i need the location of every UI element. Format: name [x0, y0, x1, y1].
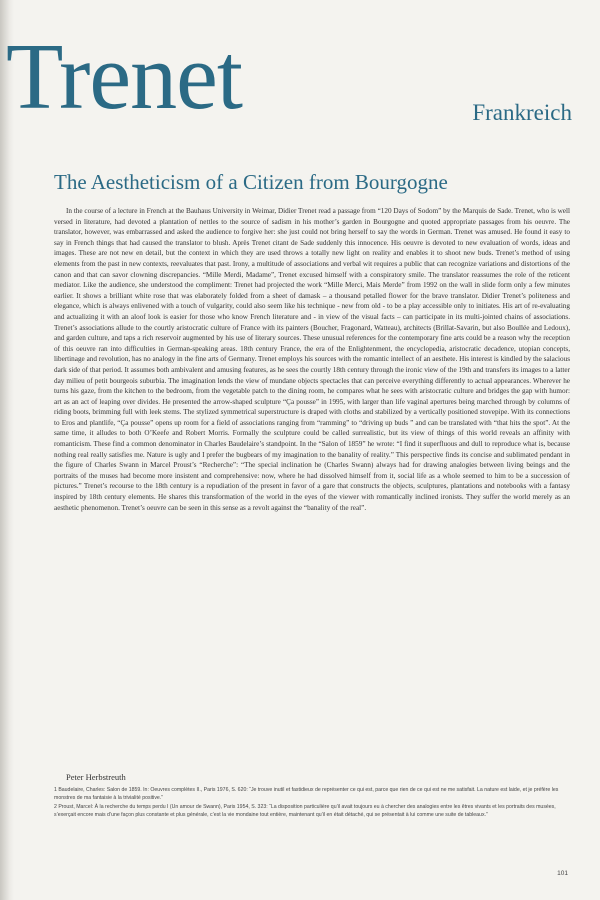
article-body: In the course of a lecture in French at the Bauhaus University in Weimar, Didier Trenet read a passage from “120 Days of Sodom” by the Marquis de Sade. Trenet, who is well versed in literature, had devoted a plantation of nettles to the source of sadism in his mother’s garden in Bourgogne and quoted appropriate passages from his oeuvre. The translator, however, was embarrassed and asked the audience to forgive her: she just could not bring herself to say the words in German. Trenet was amused. He found it easy to say in French things that had caused the translator to blush. Après Trenet citant de Sade suddenly this innocence. His oeuvre is devoted to new evaluation of words, ideas and images. These are not new en detail, but the context in which they are used throws a totally new light on reality and enables it to shoot new buds. Trenet’s method of using elements from the past in new contexts, reevaluates that past. Irony, a multitude of associations and verbal wit requires a public that can recognize variations and distortions of the canon and that can savor clowning discrepancies. “Mille Merdi, Madame”, Trenet excused himself with a conspiratory smile. The translator reassumes the role of the reticent mediator. Like the audience, she understood the compliment: Trenet had projected the work “Mille Merci, Mais Merde” from 1992 on the wall in slide form only a few minutes earlier. It shows a brilliant white rose that was elaborately folded from a sheet of damask – a thousand petalled flower for the brave translator. Didier Trenet’s politeness and elegance, which is always enlivened with a touch of vulgarity, could also seem like his technique - new from old - to be a play accessible only to initiates. His art of re-evaluating and actualizing it with an aloof look is easier for those who know French literature and - in view of the visual facts – can participate in its multi-jointed chains of associations. Trenet’s associations allude to the courtly aristocratic culture of France with its painters (Boucher, Fragonard, Watteau), architects (Brillat-Savarin, but also Boullée and Ledoux), and garden culture, and taps a rich reservoir augmented by his use of literary sources. These unusual references for the contemporary fine arts could be a reason why the reception of this oeuvre ran into difficulties in German-speaking areas. 18th century France, the era of the Enlightenment, the encyclopedia, aristocratic decadence, utopian concepts, libertinage and revolution, has no analogy in the fine arts of Germany. Trenet employs his sources with the romantic intellect of an aesthete. His interest is kindled by the salacious dark side of that period. It assumes both ambivalent and amusing features, as he sees the courtly 18th century through the ironic view of the 19th and transfers its images to a latter day milieu of petit bourgeois suburbia. The imagination lends the view of mundane objects spectacles that can perceive everything differently to actual appearances. Wherever he turns his gaze, from the kitchen to the bedroom, from the vegetable patch to the dining room, he compares what he sees with aristocratic culture and bridges the gap with humor: art as an act of leaping over divides. He presented the arrow-shaped sculpture “Ça pousse” in 1995, with larger than life vaginal apertures being marched through by columns of riding boots, brimming full with leek stems. The stylized symmetrical superstructure is draped with cloths and stabilized by a vertically positioned stovepipe. With its connections to Eros and plantlife, “Ça pousse” opens up room for a field of associations ranging from “ramming” to “driving up buds ” and can be translated with “that hits the spot”. At the same time, it alludes to both O’Keefe and Robert Morris. Formally the sculpture could be called surrealistic, but its view of things of this world reveals an affinity with romanticism. These find a common denominator in Charles Baudelaire’s standpoint. In the “Salon of 1859” he wrote: “I find it superfluous and dull to reproduce what is, because nothing real really satisfies me. Nature is ugly and I prefer the bugbears of my imagination to the banality of reality.” This perspective finds its concise and sublimated pendant in the figure of Charles Swann in Marcel Proust’s “Recherche”: “The special inclination he (Charles Swann) always had for drawing analogies between living beings and the portraits of the muses had become more insistent and comprehensive: now, where he had dissolved himself from it, social life as a whole seemed to him to be a succession of pictures.” Trenet’s recourse to the 18th century is a repudiation of the present in favor of a gare that constructs the objects, sculptures, plantations and notebooks with a fantasy inspired by 18th century elements. He shares this transformation of the world in the eyes of the viewer with romantically inclined ironists. They suffer the world merely as an aesthetic phenomenon. Trenet’s oeuvre can be seen in this sense as a revolt against the “banality of the real”. [54, 207, 570, 512]
country-label: Frankreich [472, 100, 572, 125]
footnotes [54, 786, 574, 820]
footnote-2: 2 Proust, Marcel: À la recherche du temps perdu I (Un amour de Swann), Paris 1954, S. 323: “La disposition particulière qu’il avait toujours eu à chercher des analogies entre les êtres vivants et les portraits des musées, s’exerçait encore mais d’une façon plus constante et plus générale, c’est la vie mondaine tout entière, maintenant qu’il en était détaché, qui se présentait à lui comme une suite de tableaux.” [54, 804, 556, 818]
artist-name-heading: Trenet [6, 25, 242, 129]
page-gutter-shadow [0, 0, 14, 900]
page-number: 101 [557, 870, 568, 877]
article-title: The Aestheticism of a Citizen from Bourgogne [54, 170, 448, 194]
author-name: Peter Herbstreuth [66, 772, 126, 782]
footnote-1: 1 Baudelaire, Charles: Salon de 1859. In: Oeuvres complètes II., Paris 1976, S. 620: “Je trouve inutil et fastidieux de représenter ce qui est, parce que rien de ce qui est ne me satisfait. La nature est laide, et je préfère les monstres de ma fantaisie à la trivialité positive.” [54, 787, 559, 801]
